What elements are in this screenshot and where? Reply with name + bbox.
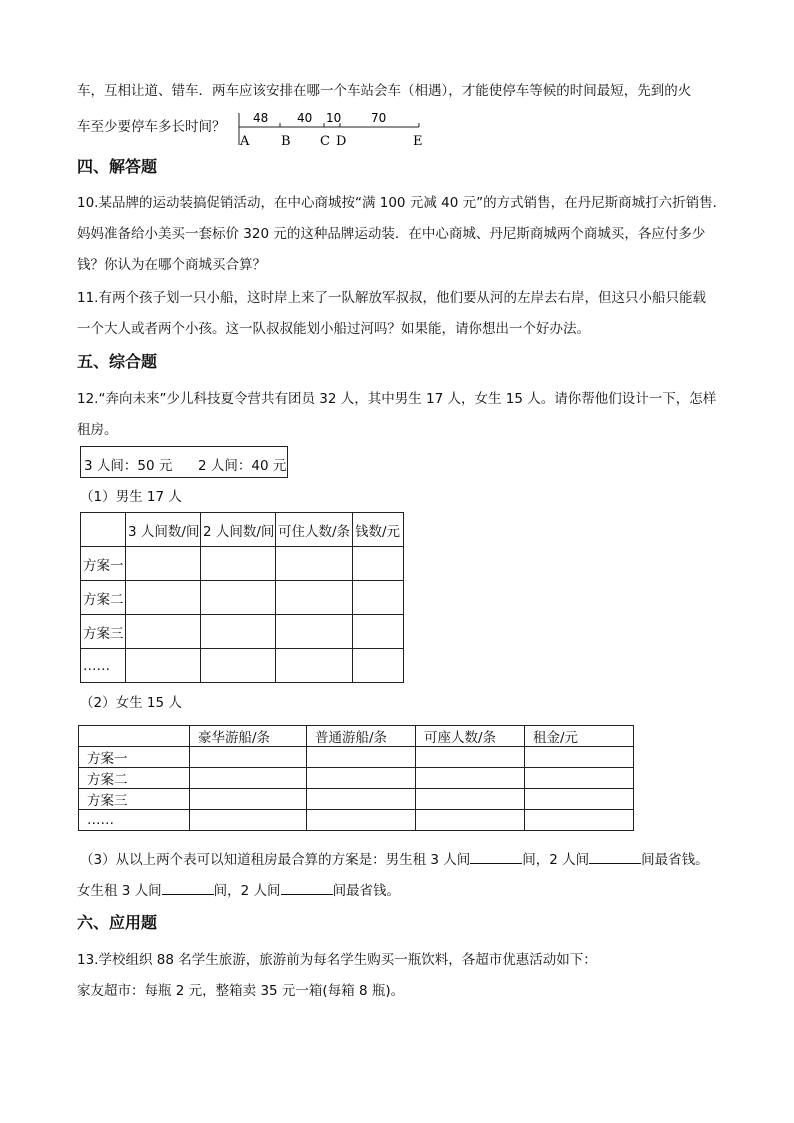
answer-cell[interactable] [276, 581, 353, 615]
row-label: …… [81, 649, 126, 683]
segment-bc: 40 [297, 111, 313, 125]
answer-cell[interactable] [307, 747, 416, 768]
segment-de: 70 [371, 111, 387, 125]
part-3-text-d: 女生租 3 人间 [77, 883, 162, 899]
girls-plan-table [78, 725, 634, 831]
table-header-cell: 普通游船/条 [307, 726, 416, 747]
table-header-row [81, 513, 404, 547]
answer-cell[interactable] [190, 747, 307, 768]
row-label: 方案二 [81, 581, 126, 615]
answer-cell[interactable] [525, 810, 634, 831]
answer-blank[interactable] [162, 880, 214, 895]
table-row [81, 581, 404, 615]
answer-cell[interactable] [126, 615, 201, 649]
table-row [81, 649, 404, 683]
segment-ab: 48 [253, 111, 269, 125]
answer-cell[interactable] [525, 747, 634, 768]
answer-cell[interactable] [416, 768, 525, 789]
table-row [79, 789, 634, 810]
part-1-label: （1）男生 17 人 [80, 489, 182, 505]
table-row [79, 768, 634, 789]
answer-cell[interactable] [416, 810, 525, 831]
answer-cell[interactable] [307, 768, 416, 789]
table-row [81, 547, 404, 581]
row-label: 方案三 [81, 615, 126, 649]
q10-line-1: 10.某品牌的运动装搞促销活动，在中心商城按“满 100 元减 40 元”的方式销售，在丹尼斯商城打六折销售． [77, 195, 727, 211]
row-label: 方案二 [79, 768, 190, 789]
table-header-cell: 豪华游船/条 [190, 726, 307, 747]
answer-cell[interactable] [201, 615, 276, 649]
station-d: D [336, 134, 347, 149]
answer-blank[interactable] [281, 880, 333, 895]
answer-cell[interactable] [276, 615, 353, 649]
q11-line-1: 11.有两个孩子划一只小船，这时岸上来了一队解放军叔叔，他们要从河的左岸去右岸，但这只小船只能载 [77, 290, 706, 306]
row-label: 方案一 [81, 547, 126, 581]
part-3-text-c: 间最省钱。 [641, 852, 709, 868]
q13-line-1: 13.学校组织 88 名学生旅游，旅游前为每名学生购买一瓶饮料，各超市优惠活动如下： [77, 952, 597, 968]
q13-line-2: 家友超市：每瓶 2 元，整箱卖 35 元一箱(每箱 8 瓶)。 [77, 983, 405, 999]
part-3-text-f: 间最省钱。 [332, 883, 401, 899]
price-3-person: 3 人间：50 元 [84, 458, 173, 474]
table-header-cell: 2 人间数/间 [201, 513, 276, 547]
answer-cell[interactable] [190, 768, 307, 789]
answer-cell[interactable] [276, 547, 353, 581]
answer-cell[interactable] [416, 789, 525, 810]
room-price-box [80, 446, 288, 478]
q9-line-2: 车至少要停车多长时间？ [77, 119, 226, 135]
answer-cell[interactable] [353, 547, 404, 581]
part-2-label: （2）女生 15 人 [80, 695, 182, 711]
answer-blank[interactable] [470, 849, 522, 864]
table-header-cell: 租金/元 [525, 726, 634, 747]
part-3-text-e: 间，2 人间 [213, 883, 281, 899]
answer-cell[interactable] [126, 581, 201, 615]
answer-cell[interactable] [190, 810, 307, 831]
table-header-cell [79, 726, 190, 747]
answer-cell[interactable] [416, 747, 525, 768]
answer-cell[interactable] [201, 649, 276, 683]
answer-cell[interactable] [126, 547, 201, 581]
table-row [79, 747, 634, 768]
answer-cell[interactable] [353, 615, 404, 649]
table-header-cell [81, 513, 126, 547]
section-4-heading: 四、解答题 [77, 157, 158, 176]
section-5-heading: 五、综合题 [77, 352, 158, 371]
answer-cell[interactable] [353, 581, 404, 615]
answer-cell[interactable] [201, 547, 276, 581]
q12-line-2: 租房。 [77, 422, 118, 438]
station-c: C [320, 134, 330, 149]
answer-cell[interactable] [190, 789, 307, 810]
answer-cell[interactable] [276, 649, 353, 683]
row-label: 方案一 [79, 747, 190, 768]
track-diagram [236, 109, 436, 149]
station-e: E [413, 134, 423, 149]
table-header-cell: 钱数/元 [353, 513, 404, 547]
table-row [81, 615, 404, 649]
table-header-cell: 可座人数/条 [416, 726, 525, 747]
part-3-text-a: （3）从以上两个表可以知道租房最合算的方案是：男生租 3 人间 [80, 852, 471, 868]
answer-cell[interactable] [525, 789, 634, 810]
row-label: 方案三 [79, 789, 190, 810]
answer-cell[interactable] [126, 649, 201, 683]
q11-line-2: 一个大人或者两个小孩。这一队叔叔能划小船过河吗？如果能，请你想出一个好办法。 [77, 321, 590, 337]
answer-cell[interactable] [525, 768, 634, 789]
table-header-row [79, 726, 634, 747]
answer-cell[interactable] [201, 581, 276, 615]
station-a: A [240, 134, 250, 149]
boys-plan-table [80, 512, 404, 683]
answer-cell[interactable] [307, 789, 416, 810]
station-b: B [281, 134, 291, 149]
part-3-line-2 [77, 880, 400, 901]
price-2-person: 2 人间：40 元 [198, 458, 287, 474]
table-header-cell: 可住人数/条 [276, 513, 353, 547]
part-3-text-b: 间，2 人间 [522, 852, 590, 868]
table-header-cell: 3 人间数/间 [126, 513, 201, 547]
segment-cd: 10 [326, 111, 342, 125]
table-row [79, 810, 634, 831]
q10-line-2: 妈妈准备给小美买一套标价 320 元的这种品牌运动装．在中心商城、丹尼斯商城两个商城买，各应付多少 [77, 226, 706, 242]
q10-line-3: 钱？你认为在哪个商城买合算？ [77, 257, 266, 273]
row-label: …… [79, 810, 190, 831]
part-3-line-1 [80, 849, 709, 870]
answer-blank[interactable] [589, 849, 641, 864]
section-6-heading: 六、应用题 [77, 913, 158, 932]
answer-cell[interactable] [307, 810, 416, 831]
q12-line-1: 12.“奔向未来”少儿科技夏令营共有团员 32 人，其中男生 17 人，女生 15 人。请你帮他们设计一下，怎样 [77, 391, 717, 407]
answer-cell[interactable] [353, 649, 404, 683]
q9-line-1: 车，互相让道、错车．两车应该安排在哪一个车站会车（相遇），才能使停车等候的时间最短，先到的火 [77, 83, 692, 99]
